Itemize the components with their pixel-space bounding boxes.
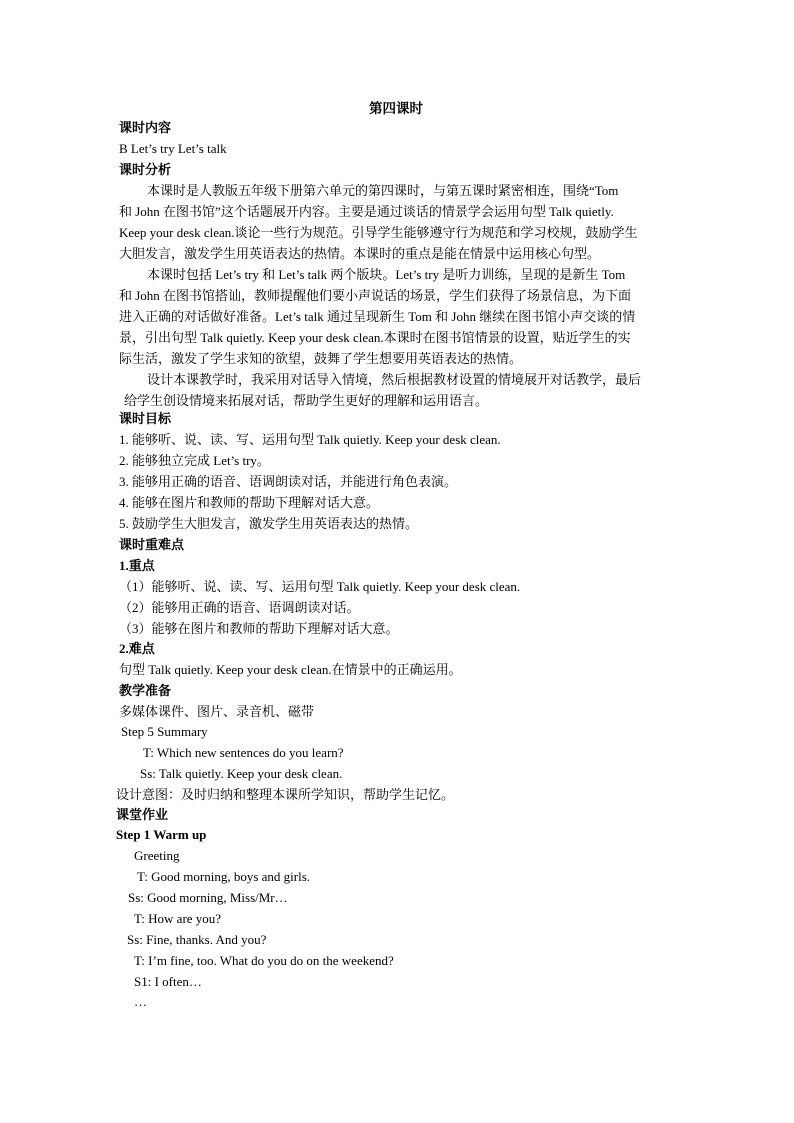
text-line: 本课时是人教版五年级下册第六单元的第四课时，与第五课时紧密相连，围绕“Tom (147, 183, 619, 198)
text-line: Step 5 Summary (121, 724, 208, 739)
list-item: 5. 鼓励学生大胆发言，激发学生用英语表达的热情。 (119, 516, 419, 531)
text-line: 多媒体课件、图片、录音机、磁带 (119, 704, 315, 719)
text-line: 际生活，激发了学生求知的欲望，鼓舞了学生想要用英语表达的热情。 (119, 351, 523, 366)
list-item: （3）能够在图片和教师的帮助下理解对话大意。 (119, 621, 399, 636)
text-line: 句型 Talk quietly. Keep your desk clean.在情景中的正确运用。 (119, 662, 462, 677)
text-line: 和 John 在图书馆搭讪，教师提醒他们要小声说话的场景，学生们获得了场景信息，为下面 (119, 288, 632, 303)
heading-lesson-objectives: 课时目标 (119, 411, 172, 426)
dialogue-line: Ss: Good morning, Miss/Mr… (128, 890, 288, 905)
dialogue-line: T: I’m fine, too. What do you do on the weekend? (134, 953, 394, 968)
dialogue-line: S1: I often… (134, 974, 202, 989)
dialogue-line: T: Good morning, boys and girls. (137, 869, 311, 884)
dialogue-line: … (134, 994, 147, 1009)
dialogue-line: Ss: Fine, thanks. And you? (127, 932, 267, 947)
list-item: 1. 能够听、说、读、写、运用句型 Talk quietly. Keep your desk clean. (119, 432, 501, 447)
heading-key-difficult-points: 课时重难点 (119, 537, 185, 552)
page-title: 第四课时 (369, 101, 423, 116)
text-line: 大胆发言，激发学生用英语表达的热情。本课时的重点是能在情景中运用核心句型。 (119, 246, 601, 261)
heading-lesson-analysis: 课时分析 (119, 162, 172, 177)
text-line: 进入正确的对话做好准备。Let’s talk 通过呈现新生 Tom 和 John 继续在图书馆小声交谈的情 (119, 309, 636, 324)
text-line: 和 John 在图书馆”这个话题展开内容。主要是通过谈话的情景学会运用句型 Talk quietly. (119, 204, 614, 219)
heading-lesson-content: 课时内容 (119, 120, 172, 135)
text-line: 给学生创设情境来拓展对话，帮助学生更好的理解和运用语言。 (124, 393, 489, 408)
dialogue-line: Greeting (134, 848, 180, 863)
text-line: Keep your desk clean.谈论一些行为规范。引导学生能够遵守行为规范和学习校规，鼓励学生 (119, 225, 638, 240)
list-item: （1）能够听、说、读、写、运用句型 Talk quietly. Keep your desk clean. (119, 579, 521, 594)
subheading-difficult-points: 2.难点 (119, 641, 155, 656)
dialogue-line: T: How are you? (134, 911, 222, 926)
list-item: 2. 能够独立完成 Let’s try。 (119, 453, 270, 468)
text-line: B Let’s try Let’s talk (119, 141, 227, 156)
subheading-key-points: 1.重点 (119, 558, 155, 573)
heading-classwork: 课堂作业 (116, 807, 169, 822)
dialogue-line: T: Which new sentences do you learn? (143, 745, 344, 760)
subheading-step-1: Step 1 Warm up (116, 827, 207, 842)
text-line: 本课时包括 Let’s try 和 Let’s talk 两个版块。Let’s try 是听力训练，呈现的是新生 Tom (147, 267, 626, 282)
text-line: 设计本课教学时，我采用对话导入情境，然后根据教材设置的情境展开对话教学，最后 (147, 372, 642, 387)
text-line: 设计意图：及时归纳和整理本课所学知识，帮助学生记忆。 (116, 787, 455, 802)
list-item: 4. 能够在图片和教师的帮助下理解对话大意。 (119, 495, 380, 510)
list-item: （2）能够用正确的语音、语调朗读对话。 (119, 600, 360, 615)
dialogue-line: Ss: Talk quietly. Keep your desk clean. (140, 766, 343, 781)
list-item: 3. 能够用正确的语音、语调朗读对话，并能进行角色表演。 (119, 474, 458, 489)
heading-teaching-preparation: 教学准备 (119, 683, 172, 698)
text-line: 景，引出句型 Talk quietly. Keep your desk clean.本课时在图书馆情景的设置，贴近学生的实 (119, 330, 631, 345)
